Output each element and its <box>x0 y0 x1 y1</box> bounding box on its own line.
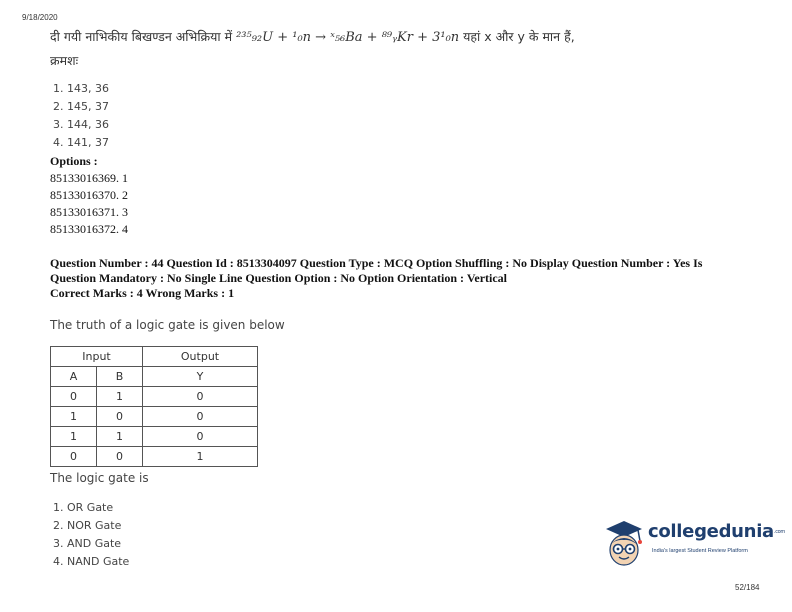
list-item: 3. 144, 36 <box>53 118 109 131</box>
question-text-before: दी गयी नाभिकीय बिखण्डन अभिक्रिया में <box>50 29 233 44</box>
logo-tagline: India's largest Student Review Platform <box>652 548 748 554</box>
mascot-icon <box>600 517 646 569</box>
list-item: 3. AND Gate <box>53 537 122 550</box>
table-cell: 0 <box>143 407 258 427</box>
list-item: 2. 145, 37 <box>53 100 109 113</box>
choice-list <box>53 499 129 571</box>
question-prompt: The truth of a logic gate is given below <box>50 318 285 332</box>
table-row <box>51 407 258 427</box>
page-number: 52/184 <box>735 583 760 592</box>
question-metadata <box>50 256 750 301</box>
table-cell: 0 <box>97 447 143 467</box>
table-cell: 0 <box>51 387 97 407</box>
list-item: 4. 141, 37 <box>53 136 109 149</box>
prev-choice-list <box>53 80 109 152</box>
table-row <box>51 387 258 407</box>
table-cell: 0 <box>143 427 258 447</box>
logo-name: collegedunia <box>648 521 774 542</box>
question-text-line2: क्रमशः <box>50 53 79 68</box>
table-cell: 1 <box>143 447 258 467</box>
question-text-hindi <box>50 28 575 45</box>
list-item: 2. NOR Gate <box>53 519 122 532</box>
option-id: 85133016371. 3 <box>50 205 128 219</box>
option-id: 85133016370. 2 <box>50 188 128 202</box>
option-id: 85133016369. 1 <box>50 171 128 185</box>
table-col-b: B <box>97 367 143 387</box>
table-cell: 0 <box>51 447 97 467</box>
table-cell: 1 <box>97 387 143 407</box>
logo-suffix: .com <box>773 529 785 535</box>
table-header-input: Input <box>51 347 143 367</box>
logo-wordmark <box>648 521 785 542</box>
question-followup: The logic gate is <box>50 471 149 485</box>
meta-line-2: Question Mandatory : No Single Line Question Option : No Option Orientation : Vertical <box>50 271 508 285</box>
table-header-output: Output <box>143 347 258 367</box>
list-item: 1. OR Gate <box>53 501 114 514</box>
list-item: 1. 143, 36 <box>53 82 109 95</box>
meta-line-1: Question Number : 44 Question Id : 8513304097 Question Type : MCQ Option Shuffling : No Display Question Number : Yes Is <box>50 256 703 270</box>
option-id-list <box>50 170 128 238</box>
table-col-a: A <box>51 367 97 387</box>
table-col-y: Y <box>143 367 258 387</box>
meta-line-3: Correct Marks : 4 Wrong Marks : 1 <box>50 286 235 300</box>
truth-table <box>50 346 258 467</box>
fission-equation: ²³⁵₉₂U + ¹₀n → ˣ₅₆Ba + ⁸⁹ᵧKr + 3¹₀n <box>236 30 460 45</box>
collegedunia-logo <box>600 517 785 572</box>
list-item: 4. NAND Gate <box>53 555 130 568</box>
print-date: 9/18/2020 <box>22 13 58 22</box>
table-cell: 0 <box>143 387 258 407</box>
question-text-after: यहां x और y के मान हैं, <box>463 29 575 44</box>
options-label: Options : <box>50 154 98 168</box>
table-row <box>51 427 258 447</box>
table-row <box>51 447 258 467</box>
option-id: 85133016372. 4 <box>50 222 128 236</box>
table-cell: 1 <box>51 427 97 447</box>
table-cell: 1 <box>51 407 97 427</box>
table-cell: 1 <box>97 427 143 447</box>
table-cell: 0 <box>97 407 143 427</box>
